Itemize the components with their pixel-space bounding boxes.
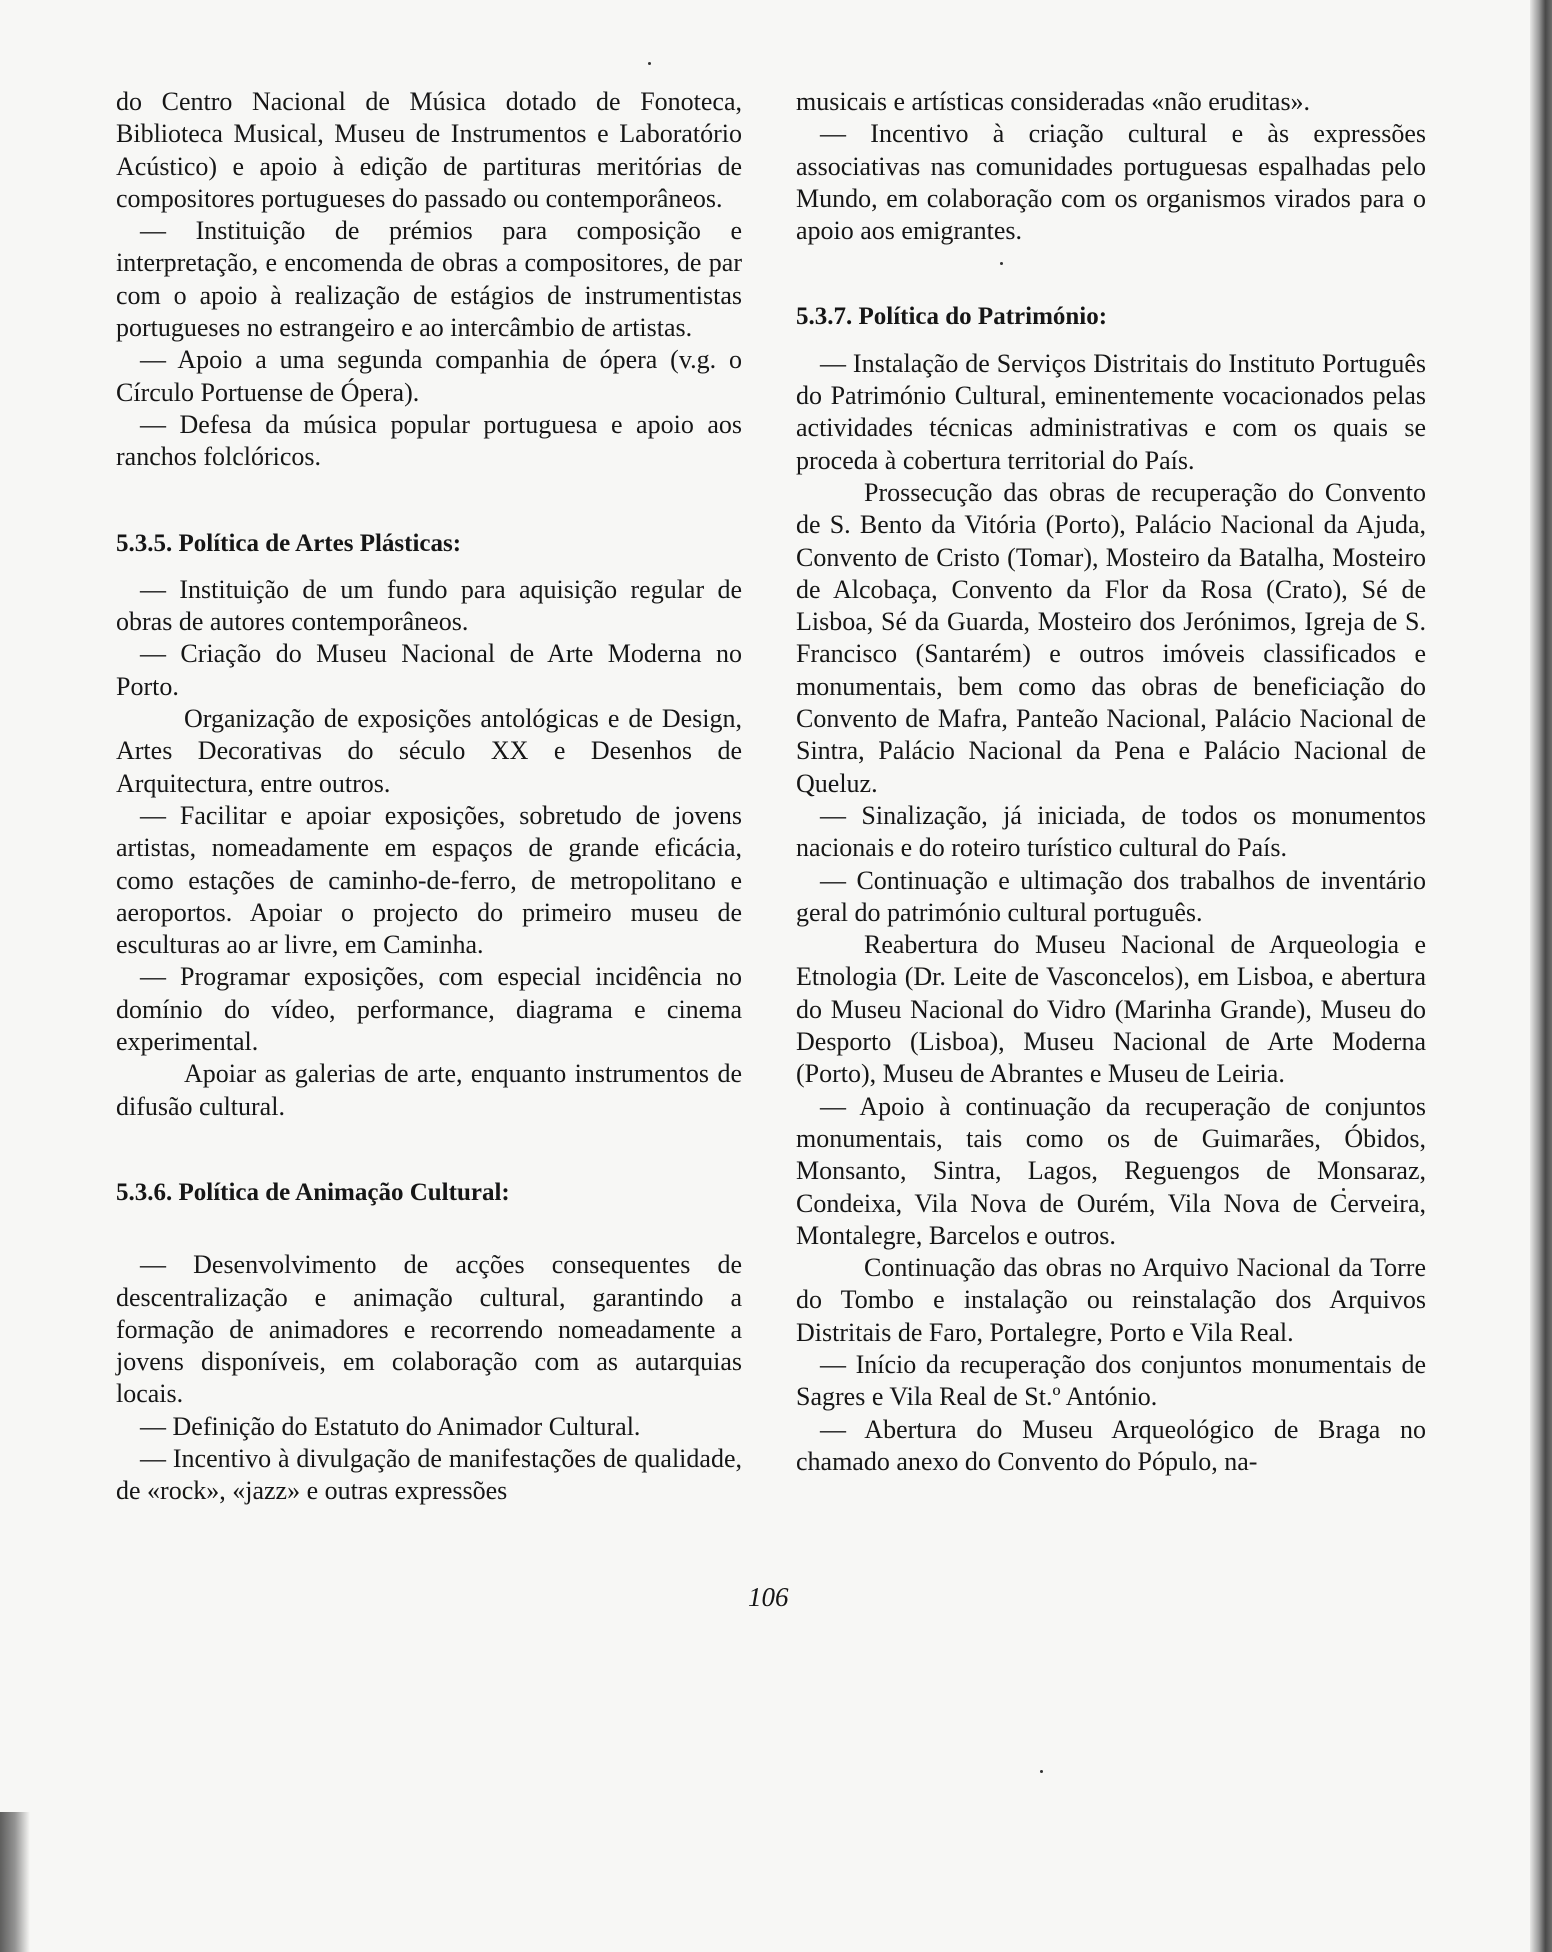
- section-heading: 5.3.6. Política de Animação Cultural:: [116, 1178, 510, 1206]
- paragraph: — Instituição de prémios para composição e interpretação, e encomenda de obras a compositores, de par com o apoio à realização de estágios de instrumentistas portugueses no estrangeiro e ao intercâmbio de artistas.: [116, 216, 742, 343]
- page-number: 106: [748, 1582, 789, 1612]
- paragraph: Reabertura do Museu Nacional de Arqueologia e Etnologia (Dr. Leite de Vasconcelos), em Lisboa, e abertura do Museu Nacional do Vidro (Marinha Grande), Museu do Desporto (Lisboa), Museu Nacional de Arte Moderna (Porto), Museu de Abrantes e Museu de Leiria.: [796, 930, 1426, 1089]
- paragraph: — Sinalização, já iniciada, de todos os monumentos nacionais e do roteiro turístico cultural do País.: [796, 800, 1426, 863]
- paragraph: — Continuação e ultimação dos trabalhos de inventário geral do património cultural português.: [796, 865, 1426, 927]
- paragraph: — Início da recuperação dos conjuntos monumentais de Sagres e Vila Real de St.º António.: [796, 1349, 1426, 1412]
- scan-speck: [648, 62, 651, 65]
- paragraph: — Apoio a uma segunda companhia de ópera (v.g. o Círculo Portuense de Ópera).: [116, 345, 742, 407]
- section-heading: 5.3.5. Política de Artes Plásticas:: [116, 529, 462, 557]
- paragraph: Organização de exposições antológicas e de Design, Artes Decorativas do século XX e Desenhos de Arquitectura, entre outros.: [116, 704, 742, 798]
- paragraph: — Defesa da música popular portuguesa e apoio aos ranchos folclóricos.: [116, 409, 742, 472]
- paragraph: — Instituição de um fundo para aquisição regular de obras de autores contemporâneos.: [116, 574, 742, 637]
- scan-binding-shadow: [0, 1812, 30, 1952]
- paragraph: — Facilitar e apoiar exposições, sobretudo de jovens artistas, nomeadamente em espaços de grande eficácia, como estações de caminho-de-ferro, de metropolitano e aeroportos. Apoiar o projecto do primeiro museu de esculturas ao ar livre, em Caminha.: [116, 800, 742, 960]
- paragraph: musicais e artísticas consideradas «não eruditas».: [796, 87, 1311, 116]
- paragraph: — Programar exposições, com especial incidência no domínio do vídeo, performance, diagrama e cinema experimental.: [116, 962, 742, 1057]
- paragraph: — Apoio à continuação da recuperação de conjuntos monumentais, tais como os de Guimarães, Óbidos, Monsanto, Sintra, Lagos, Reguengos de Monsaraz, Condeixa, Vila Nova de Ourém, Vila Nova de Cerveira, Montalegre, Barcelos e outros.: [796, 1091, 1426, 1250]
- scan-page-edge: [1530, 0, 1552, 1952]
- paragraph: Prossecução das obras de recuperação do Convento de S. Bento da Vitória (Porto), Palácio Nacional da Ajuda, Convento de Cristo (Tomar), Mosteiro da Batalha, Mosteiro de Alcobaça, Convento da Flor da Rosa (Crato), Sé de Lisboa, Sé da Guarda, Mosteiro dos Jerónimos, Igreja de S. Francisco (Santarém) e outros imóveis classificados e monumentais, bem como das obras de beneficiação do Convento de Mafra, Panteão Nacional, Palácio Nacional de Sintra, Palácio Nacional da Pena e Palácio Nacional de Queluz.: [796, 477, 1426, 798]
- paragraph: — Incentivo à divulgação de manifestações de qualidade, de «rock», «jazz» e outras expressões: [116, 1443, 742, 1506]
- paragraph: Continuação das obras no Arquivo Nacional da Torre do Tombo e instalação ou reinstalação dos Arquivos Distritais de Faro, Portalegre, Porto e Vila Real.: [796, 1253, 1426, 1347]
- paragraph: Apoiar as galerias de arte, enquanto instrumentos de difusão cultural.: [116, 1059, 742, 1121]
- paragraph: — Incentivo à criação cultural e às expressões associativas nas comunidades portuguesas espalhadas pelo Mundo, em colaboração com os organismos virados para o apoio aos emigrantes.: [796, 119, 1426, 246]
- paragraph: do Centro Nacional de Música dotado de Fonoteca, Biblioteca Musical, Museu de Instrumentos e Laboratório Acústico) e apoio à edição de partituras meritórias de compositores portugueses do passado ou contemporâneos.: [116, 87, 742, 213]
- section-heading: 5.3.7. Política do Património:: [796, 303, 1108, 331]
- scan-speck: [1040, 1770, 1043, 1773]
- right-column: [796, 86, 1426, 1478]
- paragraph: — Desenvolvimento de acções consequentes de descentralização e animação cultural, garantindo a formação de animadores e recorrendo nomeadamente a jovens disponíveis, em colaboração com as autarquias locais.: [116, 1250, 742, 1409]
- paragraph: — Abertura do Museu Arqueológico de Braga no chamado anexo do Convento do Pópulo, na-: [796, 1414, 1426, 1476]
- left-column: [116, 86, 742, 1508]
- paragraph: — Instalação de Serviços Distritais do Instituto Português do Património Cultural, eminentemente vocacionados pelas actividades técnicas administrativas e com os quais se proceda à cobertura territorial do País.: [796, 348, 1426, 475]
- paragraph: — Criação do Museu Nacional de Arte Moderna no Porto.: [116, 639, 742, 701]
- paragraph: — Definição do Estatuto do Animador Cultural.: [140, 1411, 641, 1441]
